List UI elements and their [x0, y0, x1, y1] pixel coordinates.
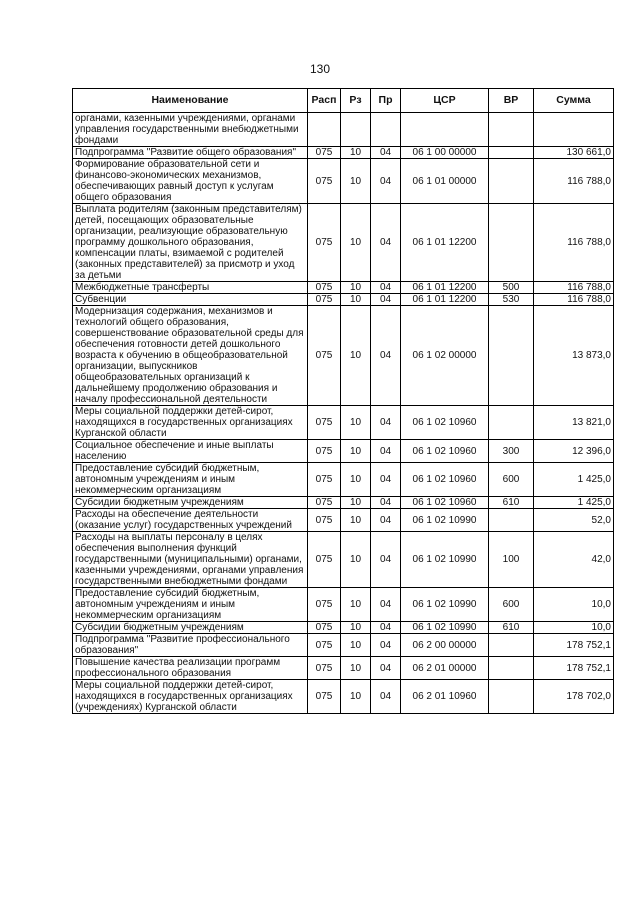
table-row [73, 622, 614, 634]
table-row [73, 406, 614, 440]
table-row [73, 532, 614, 588]
cell-rz: 10 [341, 509, 371, 532]
cell-vr [489, 657, 534, 680]
cell-rz: 10 [341, 463, 371, 497]
table-body [73, 113, 614, 714]
cell-vr: 600 [489, 588, 534, 622]
cell-pr [371, 113, 401, 147]
cell-pr: 04 [371, 282, 401, 294]
cell-sum [534, 113, 614, 147]
cell-name: органами, казенными учреждениями, органами управления государственными внебюджетными фондами [73, 113, 308, 147]
cell-vr: 530 [489, 294, 534, 306]
cell-sum: 1 425,0 [534, 497, 614, 509]
cell-sum: 10,0 [534, 588, 614, 622]
cell-csr: 06 1 02 10960 [401, 440, 489, 463]
cell-sum: 178 752,1 [534, 634, 614, 657]
cell-vr: 610 [489, 497, 534, 509]
cell-rasp [308, 113, 341, 147]
table-row [73, 657, 614, 680]
table-row [73, 306, 614, 406]
cell-vr [489, 147, 534, 159]
cell-vr: 500 [489, 282, 534, 294]
header-rz: Рз [341, 89, 371, 113]
cell-vr [489, 204, 534, 282]
cell-name: Подпрограмма "Развитие профессионального образования" [73, 634, 308, 657]
cell-name: Расходы на обеспечение деятельности (оказание услуг) государственных учреждений [73, 509, 308, 532]
cell-pr: 04 [371, 497, 401, 509]
cell-pr: 04 [371, 463, 401, 497]
cell-name: Субсидии бюджетным учреждениям [73, 622, 308, 634]
cell-rz: 10 [341, 440, 371, 463]
cell-name: Предоставление субсидий бюджетным, автономным учреждениям и иным некоммерческим организациям [73, 463, 308, 497]
cell-csr: 06 1 02 00000 [401, 306, 489, 406]
cell-rz: 10 [341, 497, 371, 509]
cell-csr: 06 2 01 00000 [401, 657, 489, 680]
cell-rasp: 075 [308, 147, 341, 159]
cell-vr [489, 634, 534, 657]
cell-pr: 04 [371, 406, 401, 440]
cell-rz [341, 113, 371, 147]
cell-csr: 06 1 02 10960 [401, 463, 489, 497]
cell-pr: 04 [371, 147, 401, 159]
header-csr: ЦСР [401, 89, 489, 113]
cell-vr [489, 406, 534, 440]
header-sum: Сумма [534, 89, 614, 113]
cell-sum: 116 788,0 [534, 159, 614, 204]
cell-pr: 04 [371, 622, 401, 634]
cell-rz: 10 [341, 680, 371, 714]
cell-sum: 116 788,0 [534, 282, 614, 294]
cell-sum: 130 661,0 [534, 147, 614, 159]
cell-rasp: 075 [308, 282, 341, 294]
cell-pr: 04 [371, 588, 401, 622]
cell-rasp: 075 [308, 497, 341, 509]
header-rasp: Расп [308, 89, 341, 113]
cell-name: Повышение качества реализации программ профессионального образования [73, 657, 308, 680]
cell-name: Модернизация содержания, механизмов и технологий общего образования, совершенствование образовательной среды для обеспечения готовности детей дошкольного возраста к обучению в общеобразовательной организации, выпускников общеобразовательных организаций к дальнейшему продолжению образования и началу профессиональной деятельности [73, 306, 308, 406]
cell-rasp: 075 [308, 204, 341, 282]
cell-csr: 06 1 00 00000 [401, 147, 489, 159]
cell-rz: 10 [341, 204, 371, 282]
cell-rz: 10 [341, 294, 371, 306]
cell-rz: 10 [341, 588, 371, 622]
table-header-row [73, 89, 614, 113]
cell-pr: 04 [371, 680, 401, 714]
cell-name: Выплата родителям (законным представителям) детей, посещающих образовательные организации, реализующие образовательную программу дошкольного образования, компенсации платы, взимаемой с родителей (законных представителей) за присмотр и уход за детьми [73, 204, 308, 282]
cell-name: Межбюджетные трансферты [73, 282, 308, 294]
cell-csr: 06 1 02 10990 [401, 622, 489, 634]
cell-sum: 116 788,0 [534, 294, 614, 306]
cell-rasp: 075 [308, 159, 341, 204]
table-row [73, 204, 614, 282]
cell-rasp: 075 [308, 294, 341, 306]
table-row [73, 497, 614, 509]
cell-csr [401, 113, 489, 147]
cell-vr: 600 [489, 463, 534, 497]
cell-name: Субсидии бюджетным учреждениям [73, 497, 308, 509]
table-row [73, 463, 614, 497]
cell-name: Предоставление субсидий бюджетным, автономным учреждениям и иным некоммерческим организациям [73, 588, 308, 622]
cell-rz: 10 [341, 657, 371, 680]
cell-pr: 04 [371, 204, 401, 282]
table-row [73, 282, 614, 294]
table-row [73, 294, 614, 306]
cell-csr: 06 2 01 10960 [401, 680, 489, 714]
cell-rz: 10 [341, 306, 371, 406]
cell-name: Субвенции [73, 294, 308, 306]
cell-rz: 10 [341, 159, 371, 204]
cell-csr: 06 1 02 10990 [401, 509, 489, 532]
cell-csr: 06 1 01 00000 [401, 159, 489, 204]
cell-pr: 04 [371, 440, 401, 463]
cell-pr: 04 [371, 306, 401, 406]
cell-pr: 04 [371, 657, 401, 680]
cell-rasp: 075 [308, 406, 341, 440]
cell-csr: 06 1 02 10990 [401, 532, 489, 588]
cell-sum: 116 788,0 [534, 204, 614, 282]
cell-sum: 178 752,1 [534, 657, 614, 680]
cell-pr: 04 [371, 532, 401, 588]
cell-sum: 12 396,0 [534, 440, 614, 463]
cell-rasp: 075 [308, 463, 341, 497]
cell-rasp: 075 [308, 532, 341, 588]
cell-name: Расходы на выплаты персоналу в целях обеспечения выполнения функций государственными (муниципальными) органами, казенными учреждениями, органами управления государственными внебюджетными фондами [73, 532, 308, 588]
cell-vr: 300 [489, 440, 534, 463]
cell-rasp: 075 [308, 440, 341, 463]
cell-name: Подпрограмма "Развитие общего образования" [73, 147, 308, 159]
cell-csr: 06 1 02 10960 [401, 497, 489, 509]
cell-sum: 52,0 [534, 509, 614, 532]
cell-name: Формирование образовательной сети и финансово-экономических механизмов, обеспечивающих равный доступ к услугам общего образования [73, 159, 308, 204]
cell-csr: 06 1 01 12200 [401, 294, 489, 306]
cell-rasp: 075 [308, 509, 341, 532]
budget-table [72, 88, 614, 714]
cell-rasp: 075 [308, 588, 341, 622]
cell-rz: 10 [341, 532, 371, 588]
cell-name: Социальное обеспечение и иные выплаты населению [73, 440, 308, 463]
cell-rz: 10 [341, 622, 371, 634]
cell-vr: 100 [489, 532, 534, 588]
cell-sum: 42,0 [534, 532, 614, 588]
cell-vr [489, 306, 534, 406]
cell-sum: 13 821,0 [534, 406, 614, 440]
cell-rz: 10 [341, 406, 371, 440]
table-row [73, 440, 614, 463]
cell-rasp: 075 [308, 680, 341, 714]
cell-vr [489, 509, 534, 532]
table-row [73, 159, 614, 204]
cell-rasp: 075 [308, 634, 341, 657]
cell-vr: 610 [489, 622, 534, 634]
header-pr: Пр [371, 89, 401, 113]
cell-csr: 06 1 02 10960 [401, 406, 489, 440]
cell-pr: 04 [371, 159, 401, 204]
cell-csr: 06 1 01 12200 [401, 204, 489, 282]
table-row [73, 588, 614, 622]
cell-vr [489, 159, 534, 204]
cell-rasp: 075 [308, 306, 341, 406]
cell-pr: 04 [371, 294, 401, 306]
cell-rz: 10 [341, 634, 371, 657]
cell-csr: 06 2 00 00000 [401, 634, 489, 657]
table-row [73, 147, 614, 159]
cell-rz: 10 [341, 147, 371, 159]
cell-sum: 13 873,0 [534, 306, 614, 406]
table-row [73, 509, 614, 532]
header-vr: ВР [489, 89, 534, 113]
cell-vr [489, 113, 534, 147]
cell-sum: 178 702,0 [534, 680, 614, 714]
cell-name: Меры социальной поддержки детей-сирот, находящихся в государственных организациях Курганской области [73, 406, 308, 440]
cell-pr: 04 [371, 634, 401, 657]
header-name: Наименование [73, 89, 308, 113]
cell-name: Меры социальной поддержки детей-сирот, находящихся в государственных организациях (учреждениях) Курганской области [73, 680, 308, 714]
table-row [73, 634, 614, 657]
table-row [73, 113, 614, 147]
cell-sum: 1 425,0 [534, 463, 614, 497]
cell-pr: 04 [371, 509, 401, 532]
cell-rz: 10 [341, 282, 371, 294]
cell-sum: 10,0 [534, 622, 614, 634]
cell-csr: 06 1 01 12200 [401, 282, 489, 294]
cell-rasp: 075 [308, 622, 341, 634]
cell-csr: 06 1 02 10990 [401, 588, 489, 622]
cell-rasp: 075 [308, 657, 341, 680]
table-row [73, 680, 614, 714]
page-number: 130 [309, 62, 331, 76]
cell-vr [489, 680, 534, 714]
